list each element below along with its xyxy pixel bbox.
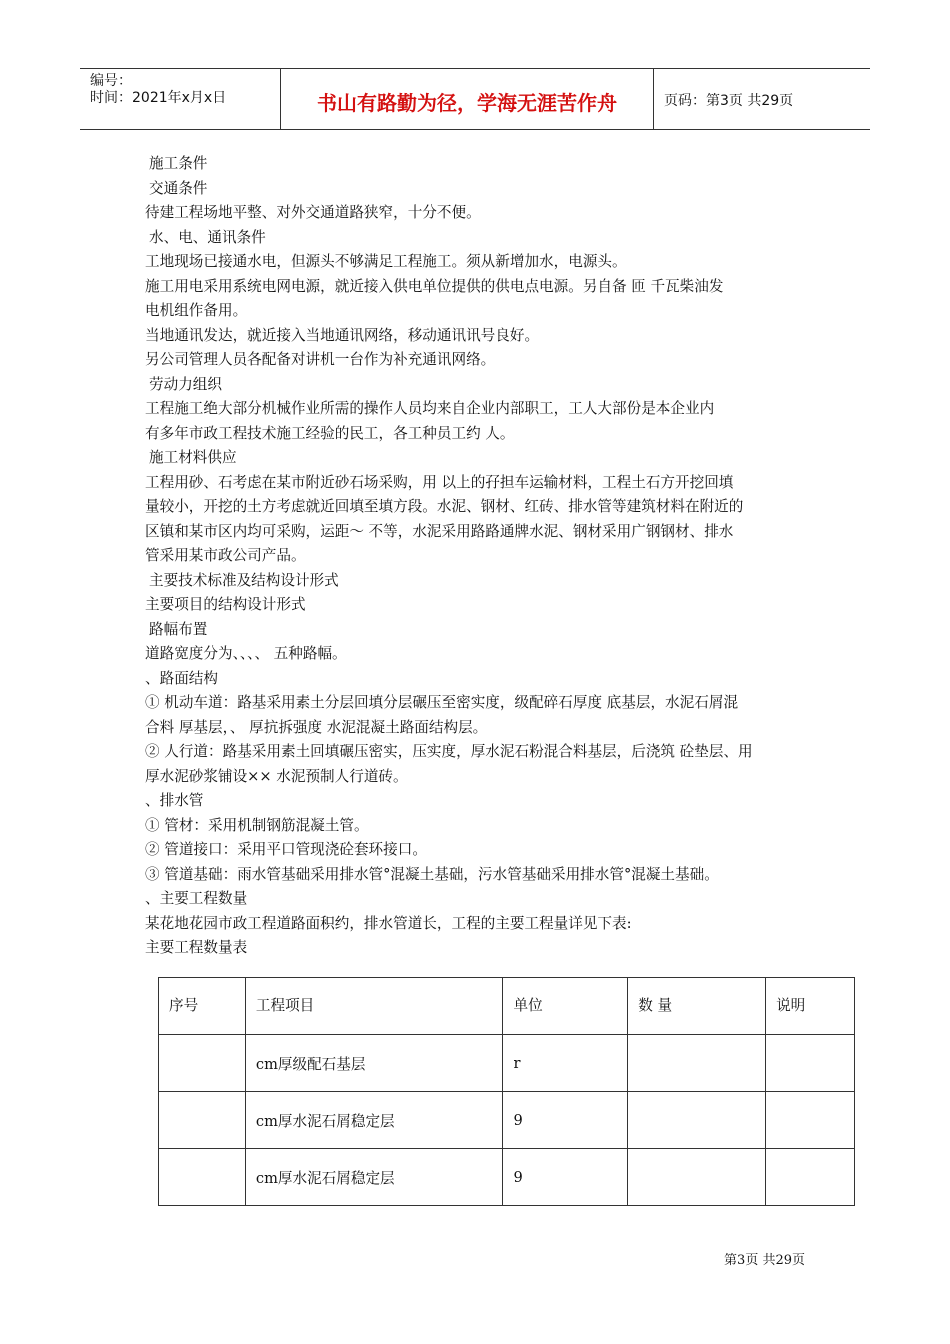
- table-header-cell: 序号: [159, 978, 246, 1035]
- document-date: 时间：2021年x月x日: [90, 90, 227, 106]
- table-cell: r: [503, 1035, 628, 1092]
- paragraph-line: ② 管道接口：采用平口管现浇砼套环接口。: [145, 841, 427, 858]
- header-page-cell: [654, 69, 870, 129]
- section-heading: 路幅布置: [149, 620, 208, 638]
- table-caption: 主要工程数量表: [145, 939, 248, 956]
- paragraph-line: 另公司管理人员各配备对讲机一台作为补充通讯网络。: [145, 351, 496, 368]
- header-motto: 书山有路勤为径，学海无涯苦作舟: [317, 91, 617, 115]
- table-header-cell: 数 量: [628, 978, 766, 1035]
- paragraph-line: 有多年市政工程技术施工经验的民工，各工种员工约 人。: [145, 424, 515, 442]
- section-heading: 劳动力组织: [149, 375, 222, 393]
- table-header-cell: 工程项目: [245, 978, 503, 1035]
- document-number-label: 编号：: [90, 73, 132, 89]
- table-header-row: [159, 978, 855, 1035]
- paragraph-line: 厚水泥砂浆铺设×× 水泥预制人行道砖。: [145, 767, 408, 785]
- section-heading: 水、电、通讯条件: [149, 228, 266, 246]
- paragraph-line: 电机组作备用。: [145, 302, 248, 319]
- table-cell: [159, 1092, 246, 1149]
- table-cell: cm厚水泥石屑稳定层: [245, 1092, 503, 1149]
- section-heading: 、主要工程数量: [145, 890, 248, 907]
- section-heading: 施工条件: [149, 155, 208, 172]
- header-meta-cell: [80, 69, 281, 129]
- paragraph-line: ② 人行道：路基采用素土回填碾压密实，压实度，厚水泥石粉混合料基层，后浇筑 砼垫层、用: [145, 743, 753, 760]
- section-heading: 施工材料供应: [149, 449, 237, 466]
- table-row: [159, 1035, 855, 1092]
- paragraph-line: 工地现场已接通水电，但源头不够满足工程施工。须从新增加水，电源头。: [145, 253, 627, 270]
- paragraph-line: 某花地花园市政工程道路面积约，排水管道长，工程的主要工程量详见下表:: [145, 914, 632, 932]
- paragraph-line: 量较小，开挖的土方考虑就近回填至填方段。水泥、钢材、红砖、排水管等建筑材料在附近的: [145, 498, 744, 515]
- paragraph-line: 工程用砂、石考虑在某市附近砂石场采购，用 以上的孖担车运输材料，工程土石方开挖回填: [145, 473, 734, 491]
- paragraph-line: ① 机动车道：路基采用素土分层回填分层碾压至密实度，级配碎石厚度 底基层，水泥石屑混: [145, 694, 739, 711]
- paragraph-line: 管采用某市政公司产品。: [145, 547, 306, 564]
- document-body: [145, 152, 825, 961]
- table-header-cell: 说明: [766, 978, 855, 1035]
- table-cell: 9: [503, 1149, 628, 1206]
- section-heading: 主要项目的结构设计形式: [145, 596, 306, 613]
- paragraph-line: 待建工程场地平整、对外交通道路狭窄，十分不便。: [145, 204, 481, 221]
- paragraph-line: ③ 管道基础：雨水管基础采用排水管°混凝土基础，污水管基础采用排水管°混凝土基础。: [145, 865, 719, 883]
- paragraph-line: 区镇和某市区内均可采购，运距～ 不等，水泥采用路路通牌水泥、钢材采用广钢钢材、排水: [145, 522, 734, 540]
- table-cell: [628, 1035, 766, 1092]
- quantity-table: [158, 977, 855, 1206]
- section-heading: 、排水管: [145, 792, 204, 809]
- table-cell: cm厚级配石基层: [245, 1035, 503, 1092]
- table-cell: 9: [503, 1092, 628, 1149]
- paragraph-line: ① 管材：采用机制钢筋混凝土管。: [145, 816, 369, 834]
- table-cell: [766, 1149, 855, 1206]
- table-cell: [159, 1149, 246, 1206]
- page-header: [80, 68, 870, 130]
- paragraph-line: 施工用电采用系统电网电源，就近接入供电单位提供的供电点电源。另自备 匝 千瓦柴油发: [145, 277, 724, 295]
- table-row: [159, 1092, 855, 1149]
- paragraph-line: 合料 厚基层，、 厚抗拆强度 水泥混凝土路面结构层。: [145, 718, 488, 736]
- table-cell: [159, 1035, 246, 1092]
- table-cell: cm厚水泥石屑稳定层: [245, 1149, 503, 1206]
- paragraph-line: 道路宽度分为、、、、 五种路幅。: [145, 645, 347, 662]
- table-cell: [628, 1149, 766, 1206]
- header-motto-cell: [281, 69, 654, 129]
- table-header-cell: 单位: [503, 978, 628, 1035]
- page-footer: 第3页 共29页: [724, 1253, 805, 1268]
- table-cell: [766, 1035, 855, 1092]
- table-cell: [628, 1092, 766, 1149]
- paragraph-line: 工程施工绝大部分机械作业所需的操作人员均来自企业内部职工，工人大部份是本企业内: [145, 400, 715, 417]
- section-heading: 、路面结构: [145, 669, 218, 687]
- header-page-info: 页码：第3页 共29页: [664, 93, 794, 109]
- paragraph-line: 当地通讯发达，就近接入当地通讯网络，移动通讯讯号良好。: [145, 326, 540, 344]
- table-row: [159, 1149, 855, 1206]
- section-heading: 交通条件: [149, 179, 208, 197]
- section-heading: 主要技术标准及结构设计形式: [149, 571, 339, 589]
- table-cell: [766, 1092, 855, 1149]
